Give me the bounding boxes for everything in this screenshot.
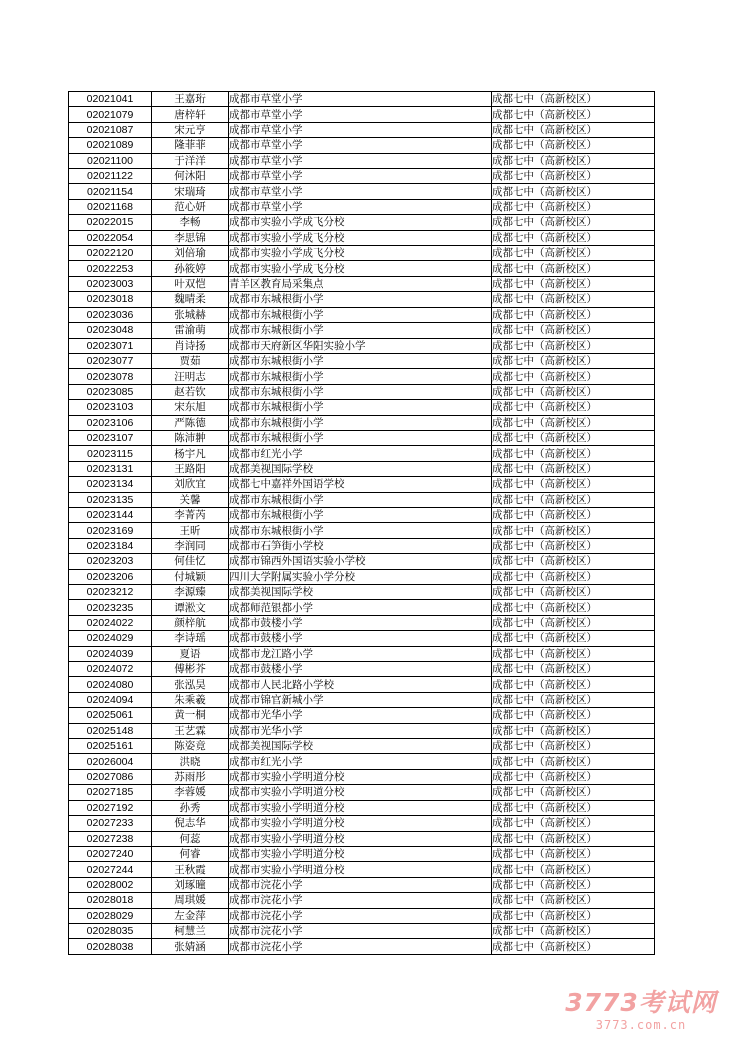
student-name-cell: 范心妍 (152, 199, 229, 214)
exam-number-cell: 02023085 (69, 384, 152, 399)
exam-number-cell: 02026004 (69, 754, 152, 769)
primary-school-cell: 成都市浣花小学 (229, 877, 492, 892)
student-name-cell: 柯慧兰 (152, 923, 229, 938)
admitted-school-cell: 成都七中（高新校区） (492, 692, 655, 707)
table-row (69, 92, 655, 107)
admitted-school-cell: 成都七中（高新校区） (492, 507, 655, 522)
primary-school-cell: 成都市浣花小学 (229, 908, 492, 923)
admitted-school-cell: 成都七中（高新校区） (492, 353, 655, 368)
primary-school-cell: 成都市实验小学成飞分校 (229, 261, 492, 276)
admitted-school-cell: 成都七中（高新校区） (492, 677, 655, 692)
table-row (69, 323, 655, 338)
exam-number-cell: 02027185 (69, 785, 152, 800)
primary-school-cell: 成都市东城根街小学 (229, 415, 492, 430)
primary-school-cell: 四川大学附属实验小学分校 (229, 569, 492, 584)
exam-number-cell: 02025061 (69, 708, 152, 723)
primary-school-cell: 成都市草堂小学 (229, 138, 492, 153)
student-name-cell: 夏语 (152, 646, 229, 661)
table-row (69, 338, 655, 353)
exam-number-cell: 02024022 (69, 615, 152, 630)
student-name-cell: 孙筱婷 (152, 261, 229, 276)
exam-number-cell: 02023212 (69, 585, 152, 600)
primary-school-cell: 青羊区教育局采集点 (229, 276, 492, 291)
student-name-cell: 何蕊 (152, 831, 229, 846)
exam-number-cell: 02028018 (69, 893, 152, 908)
student-name-cell: 王昕 (152, 523, 229, 538)
student-name-cell: 倪志华 (152, 816, 229, 831)
student-name-cell: 严陈德 (152, 415, 229, 430)
primary-school-cell: 成都市实验小学成飞分校 (229, 246, 492, 261)
table-row (69, 662, 655, 677)
table-row (69, 600, 655, 615)
primary-school-cell: 成都市红光小学 (229, 446, 492, 461)
table-row (69, 893, 655, 908)
student-name-cell: 杨宇凡 (152, 446, 229, 461)
admitted-school-cell: 成都七中（高新校区） (492, 523, 655, 538)
exam-number-cell: 02021168 (69, 199, 152, 214)
table-row (69, 569, 655, 584)
admitted-school-cell: 成都七中（高新校区） (492, 893, 655, 908)
table-row (69, 708, 655, 723)
primary-school-cell: 成都市草堂小学 (229, 184, 492, 199)
admitted-school-cell: 成都七中（高新校区） (492, 122, 655, 137)
student-name-cell: 谭淞文 (152, 600, 229, 615)
exam-number-cell: 02027086 (69, 769, 152, 784)
table-row (69, 215, 655, 230)
exam-number-cell: 02023078 (69, 369, 152, 384)
admitted-school-cell: 成都七中（高新校区） (492, 323, 655, 338)
admitted-school-cell: 成都七中（高新校区） (492, 492, 655, 507)
exam-number-cell: 02021087 (69, 122, 152, 137)
table-row (69, 800, 655, 815)
admitted-school-cell: 成都七中（高新校区） (492, 107, 655, 122)
table-row (69, 122, 655, 137)
primary-school-cell: 成都市东城根街小学 (229, 307, 492, 322)
exam-number-cell: 02022253 (69, 261, 152, 276)
table-row (69, 307, 655, 322)
primary-school-cell: 成都美视国际学校 (229, 739, 492, 754)
primary-school-cell: 成都市东城根街小学 (229, 400, 492, 415)
admitted-school-cell: 成都七中（高新校区） (492, 230, 655, 245)
student-name-cell: 张城赫 (152, 307, 229, 322)
table-row (69, 877, 655, 892)
admitted-school-cell: 成都七中（高新校区） (492, 723, 655, 738)
table-row (69, 754, 655, 769)
exam-number-cell: 02023107 (69, 430, 152, 445)
exam-number-cell: 02023106 (69, 415, 152, 430)
student-name-cell: 陈姿竟 (152, 739, 229, 754)
admitted-school-cell: 成都七中（高新校区） (492, 816, 655, 831)
roster-body (69, 92, 655, 955)
table-row (69, 677, 655, 692)
admitted-school-cell: 成都七中（高新校区） (492, 369, 655, 384)
table-row (69, 523, 655, 538)
exam-number-cell: 02023103 (69, 400, 152, 415)
admitted-school-cell: 成都七中（高新校区） (492, 923, 655, 938)
exam-number-cell: 02021079 (69, 107, 152, 122)
admission-roster-table (68, 91, 655, 955)
table-row (69, 400, 655, 415)
primary-school-cell: 成都市浣花小学 (229, 939, 492, 954)
admitted-school-cell: 成都七中（高新校区） (492, 215, 655, 230)
table-row (69, 769, 655, 784)
admitted-school-cell: 成都七中（高新校区） (492, 538, 655, 553)
exam-number-cell: 02023169 (69, 523, 152, 538)
primary-school-cell: 成都市东城根街小学 (229, 369, 492, 384)
exam-number-cell: 02021122 (69, 169, 152, 184)
student-name-cell: 肖诗扬 (152, 338, 229, 353)
exam-number-cell: 02023144 (69, 507, 152, 522)
admitted-school-cell: 成都七中（高新校区） (492, 831, 655, 846)
admitted-school-cell: 成都七中（高新校区） (492, 554, 655, 569)
table-row (69, 831, 655, 846)
admitted-school-cell: 成都七中（高新校区） (492, 800, 655, 815)
admitted-school-cell: 成都七中（高新校区） (492, 138, 655, 153)
primary-school-cell: 成都市天府新区华阳实验小学 (229, 338, 492, 353)
primary-school-cell: 成都市东城根街小学 (229, 492, 492, 507)
admitted-school-cell: 成都七中（高新校区） (492, 384, 655, 399)
exam-number-cell: 02023036 (69, 307, 152, 322)
student-name-cell: 于洋洋 (152, 153, 229, 168)
admitted-school-cell: 成都七中（高新校区） (492, 153, 655, 168)
student-name-cell: 李思锦 (152, 230, 229, 245)
exam-number-cell: 02027238 (69, 831, 152, 846)
table-row (69, 631, 655, 646)
primary-school-cell: 成都美视国际学校 (229, 461, 492, 476)
admitted-school-cell: 成都七中（高新校区） (492, 184, 655, 199)
table-row (69, 230, 655, 245)
exam-number-cell: 02022054 (69, 230, 152, 245)
student-name-cell: 汪明志 (152, 369, 229, 384)
table-row (69, 939, 655, 954)
primary-school-cell: 成都市实验小学明道分校 (229, 800, 492, 815)
table-row (69, 785, 655, 800)
table-row (69, 261, 655, 276)
admitted-school-cell: 成都七中（高新校区） (492, 461, 655, 476)
primary-school-cell: 成都市浣花小学 (229, 893, 492, 908)
table-row (69, 477, 655, 492)
primary-school-cell: 成都市鼓楼小学 (229, 631, 492, 646)
table-row (69, 184, 655, 199)
site-watermark (556, 988, 726, 1034)
admitted-school-cell: 成都七中（高新校区） (492, 246, 655, 261)
table-row (69, 923, 655, 938)
student-name-cell: 李畅 (152, 215, 229, 230)
primary-school-cell: 成都市草堂小学 (229, 153, 492, 168)
table-row (69, 384, 655, 399)
table-row (69, 585, 655, 600)
student-name-cell: 李润同 (152, 538, 229, 553)
admitted-school-cell: 成都七中（高新校区） (492, 430, 655, 445)
primary-school-cell: 成都市东城根街小学 (229, 323, 492, 338)
student-name-cell: 刘琢曈 (152, 877, 229, 892)
admitted-school-cell: 成都七中（高新校区） (492, 615, 655, 630)
exam-number-cell: 02023184 (69, 538, 152, 553)
student-name-cell: 魏晴柔 (152, 292, 229, 307)
table-row (69, 692, 655, 707)
watermark-url-text: 3773.com.cn (595, 1018, 687, 1032)
primary-school-cell: 成都市草堂小学 (229, 169, 492, 184)
exam-number-cell: 02024080 (69, 677, 152, 692)
primary-school-cell: 成都市东城根街小学 (229, 430, 492, 445)
table-row (69, 646, 655, 661)
exam-number-cell: 02025148 (69, 723, 152, 738)
primary-school-cell: 成都市光华小学 (229, 723, 492, 738)
primary-school-cell: 成都市鼓楼小学 (229, 662, 492, 677)
student-name-cell: 张婧涵 (152, 939, 229, 954)
exam-number-cell: 02021089 (69, 138, 152, 153)
primary-school-cell: 成都市浣花小学 (229, 923, 492, 938)
table-row (69, 415, 655, 430)
exam-number-cell: 02023115 (69, 446, 152, 461)
primary-school-cell: 成都市东城根街小学 (229, 507, 492, 522)
student-name-cell: 朱乘羲 (152, 692, 229, 707)
primary-school-cell: 成都市东城根街小学 (229, 523, 492, 538)
exam-number-cell: 02021154 (69, 184, 152, 199)
student-name-cell: 苏雨彤 (152, 769, 229, 784)
primary-school-cell: 成都市光华小学 (229, 708, 492, 723)
admitted-school-cell: 成都七中（高新校区） (492, 292, 655, 307)
exam-number-cell: 02023003 (69, 276, 152, 291)
primary-school-cell: 成都市草堂小学 (229, 199, 492, 214)
student-name-cell: 陈沛翀 (152, 430, 229, 445)
admitted-school-cell: 成都七中（高新校区） (492, 862, 655, 877)
exam-number-cell: 02024039 (69, 646, 152, 661)
primary-school-cell: 成都市人民北路小学校 (229, 677, 492, 692)
student-name-cell: 李蓉媛 (152, 785, 229, 800)
exam-number-cell: 02028038 (69, 939, 152, 954)
primary-school-cell: 成都市草堂小学 (229, 107, 492, 122)
exam-number-cell: 02023048 (69, 323, 152, 338)
table-row (69, 138, 655, 153)
table-row (69, 353, 655, 368)
admitted-school-cell: 成都七中（高新校区） (492, 169, 655, 184)
admitted-school-cell: 成都七中（高新校区） (492, 92, 655, 107)
admitted-school-cell: 成都七中（高新校区） (492, 585, 655, 600)
primary-school-cell: 成都市锦官新城小学 (229, 692, 492, 707)
table-row (69, 292, 655, 307)
primary-school-cell: 成都市实验小学明道分校 (229, 846, 492, 861)
student-name-cell: 李源臻 (152, 585, 229, 600)
primary-school-cell: 成都市实验小学成飞分校 (229, 230, 492, 245)
student-name-cell: 叶双恺 (152, 276, 229, 291)
exam-number-cell: 02028029 (69, 908, 152, 923)
primary-school-cell: 成都市石笋街小学校 (229, 538, 492, 553)
exam-number-cell: 02024029 (69, 631, 152, 646)
primary-school-cell: 成都市红光小学 (229, 754, 492, 769)
exam-number-cell: 02023071 (69, 338, 152, 353)
admitted-school-cell: 成都七中（高新校区） (492, 908, 655, 923)
exam-number-cell: 02027233 (69, 816, 152, 831)
primary-school-cell: 成都师范银都小学 (229, 600, 492, 615)
student-name-cell: 关馨 (152, 492, 229, 507)
exam-number-cell: 02023203 (69, 554, 152, 569)
exam-number-cell: 02022120 (69, 246, 152, 261)
student-name-cell: 雷渝萌 (152, 323, 229, 338)
admitted-school-cell: 成都七中（高新校区） (492, 400, 655, 415)
table-row (69, 153, 655, 168)
table-row (69, 739, 655, 754)
watermark-logo-text: 3773考试网 (565, 988, 717, 1017)
exam-number-cell: 02021100 (69, 153, 152, 168)
primary-school-cell: 成都市实验小学明道分校 (229, 816, 492, 831)
student-name-cell: 洪晓 (152, 754, 229, 769)
exam-number-cell: 02023206 (69, 569, 152, 584)
exam-number-cell: 02023235 (69, 600, 152, 615)
table-row (69, 492, 655, 507)
table-row (69, 723, 655, 738)
primary-school-cell: 成都市草堂小学 (229, 122, 492, 137)
admitted-school-cell: 成都七中（高新校区） (492, 785, 655, 800)
table-row (69, 246, 655, 261)
student-name-cell: 唐梓轩 (152, 107, 229, 122)
student-name-cell: 孙秀 (152, 800, 229, 815)
student-name-cell: 刘欣宜 (152, 477, 229, 492)
admitted-school-cell: 成都七中（高新校区） (492, 477, 655, 492)
primary-school-cell: 成都市鼓楼小学 (229, 615, 492, 630)
student-name-cell: 左金萍 (152, 908, 229, 923)
admitted-school-cell: 成都七中（高新校区） (492, 662, 655, 677)
student-name-cell: 颜梓航 (152, 615, 229, 630)
exam-number-cell: 02023131 (69, 461, 152, 476)
primary-school-cell: 成都市实验小学明道分校 (229, 769, 492, 784)
primary-school-cell: 成都市草堂小学 (229, 92, 492, 107)
admitted-school-cell: 成都七中（高新校区） (492, 846, 655, 861)
table-row (69, 276, 655, 291)
student-name-cell: 宋元亨 (152, 122, 229, 137)
student-name-cell: 张泓昊 (152, 677, 229, 692)
admitted-school-cell: 成都七中（高新校区） (492, 646, 655, 661)
student-name-cell: 付城颖 (152, 569, 229, 584)
admitted-school-cell: 成都七中（高新校区） (492, 769, 655, 784)
table-row (69, 199, 655, 214)
primary-school-cell: 成都市东城根街小学 (229, 353, 492, 368)
exam-number-cell: 02025161 (69, 739, 152, 754)
admitted-school-cell: 成都七中（高新校区） (492, 307, 655, 322)
admitted-school-cell: 成都七中（高新校区） (492, 708, 655, 723)
exam-number-cell: 02027244 (69, 862, 152, 877)
table-row (69, 430, 655, 445)
table-row (69, 862, 655, 877)
primary-school-cell: 成都美视国际学校 (229, 585, 492, 600)
student-name-cell: 贾茹 (152, 353, 229, 368)
student-name-cell: 王秋霞 (152, 862, 229, 877)
table-row (69, 461, 655, 476)
primary-school-cell: 成都市实验小学成飞分校 (229, 215, 492, 230)
table-row (69, 615, 655, 630)
student-name-cell: 宋东旭 (152, 400, 229, 415)
primary-school-cell: 成都七中嘉祥外国语学校 (229, 477, 492, 492)
admitted-school-cell: 成都七中（高新校区） (492, 338, 655, 353)
admitted-school-cell: 成都七中（高新校区） (492, 415, 655, 430)
exam-number-cell: 02024072 (69, 662, 152, 677)
primary-school-cell: 成都市东城根街小学 (229, 384, 492, 399)
exam-number-cell: 02028035 (69, 923, 152, 938)
admitted-school-cell: 成都七中（高新校区） (492, 261, 655, 276)
table-row (69, 846, 655, 861)
primary-school-cell: 成都市实验小学明道分校 (229, 862, 492, 877)
student-name-cell: 何沐阳 (152, 169, 229, 184)
primary-school-cell: 成都市实验小学明道分校 (229, 831, 492, 846)
student-name-cell: 王路阳 (152, 461, 229, 476)
admitted-school-cell: 成都七中（高新校区） (492, 276, 655, 291)
admitted-school-cell: 成都七中（高新校区） (492, 739, 655, 754)
exam-number-cell: 02028002 (69, 877, 152, 892)
student-name-cell: 宋瑞琦 (152, 184, 229, 199)
student-name-cell: 何睿 (152, 846, 229, 861)
table-row (69, 908, 655, 923)
table-row (69, 538, 655, 553)
admitted-school-cell: 成都七中（高新校区） (492, 754, 655, 769)
primary-school-cell: 成都市龙江路小学 (229, 646, 492, 661)
student-name-cell: 王嘉珩 (152, 92, 229, 107)
table-row (69, 107, 655, 122)
student-name-cell: 刘倍瑜 (152, 246, 229, 261)
exam-number-cell: 02024094 (69, 692, 152, 707)
table-row (69, 369, 655, 384)
student-name-cell: 黄一桐 (152, 708, 229, 723)
admitted-school-cell: 成都七中（高新校区） (492, 199, 655, 214)
table-row (69, 446, 655, 461)
admitted-school-cell: 成都七中（高新校区） (492, 631, 655, 646)
student-name-cell: 何佳忆 (152, 554, 229, 569)
exam-number-cell: 02021041 (69, 92, 152, 107)
student-name-cell: 隆菲菲 (152, 138, 229, 153)
exam-number-cell: 02022015 (69, 215, 152, 230)
primary-school-cell: 成都市东城根街小学 (229, 292, 492, 307)
admitted-school-cell: 成都七中（高新校区） (492, 600, 655, 615)
table-row (69, 816, 655, 831)
admitted-school-cell: 成都七中（高新校区） (492, 446, 655, 461)
exam-number-cell: 02023077 (69, 353, 152, 368)
admitted-school-cell: 成都七中（高新校区） (492, 939, 655, 954)
exam-number-cell: 02027192 (69, 800, 152, 815)
exam-number-cell: 02027240 (69, 846, 152, 861)
student-name-cell: 李菁芮 (152, 507, 229, 522)
student-name-cell: 周琪媛 (152, 893, 229, 908)
primary-school-cell: 成都市实验小学明道分校 (229, 785, 492, 800)
student-name-cell: 赵若钦 (152, 384, 229, 399)
exam-number-cell: 02023135 (69, 492, 152, 507)
exam-number-cell: 02023134 (69, 477, 152, 492)
student-name-cell: 傅彬芥 (152, 662, 229, 677)
admitted-school-cell: 成都七中（高新校区） (492, 877, 655, 892)
exam-number-cell: 02023018 (69, 292, 152, 307)
student-name-cell: 李诗瑶 (152, 631, 229, 646)
table-row (69, 507, 655, 522)
primary-school-cell: 成都市锦西外国语实验小学校 (229, 554, 492, 569)
table-row (69, 554, 655, 569)
admitted-school-cell: 成都七中（高新校区） (492, 569, 655, 584)
table-row (69, 169, 655, 184)
student-name-cell: 王艺霖 (152, 723, 229, 738)
